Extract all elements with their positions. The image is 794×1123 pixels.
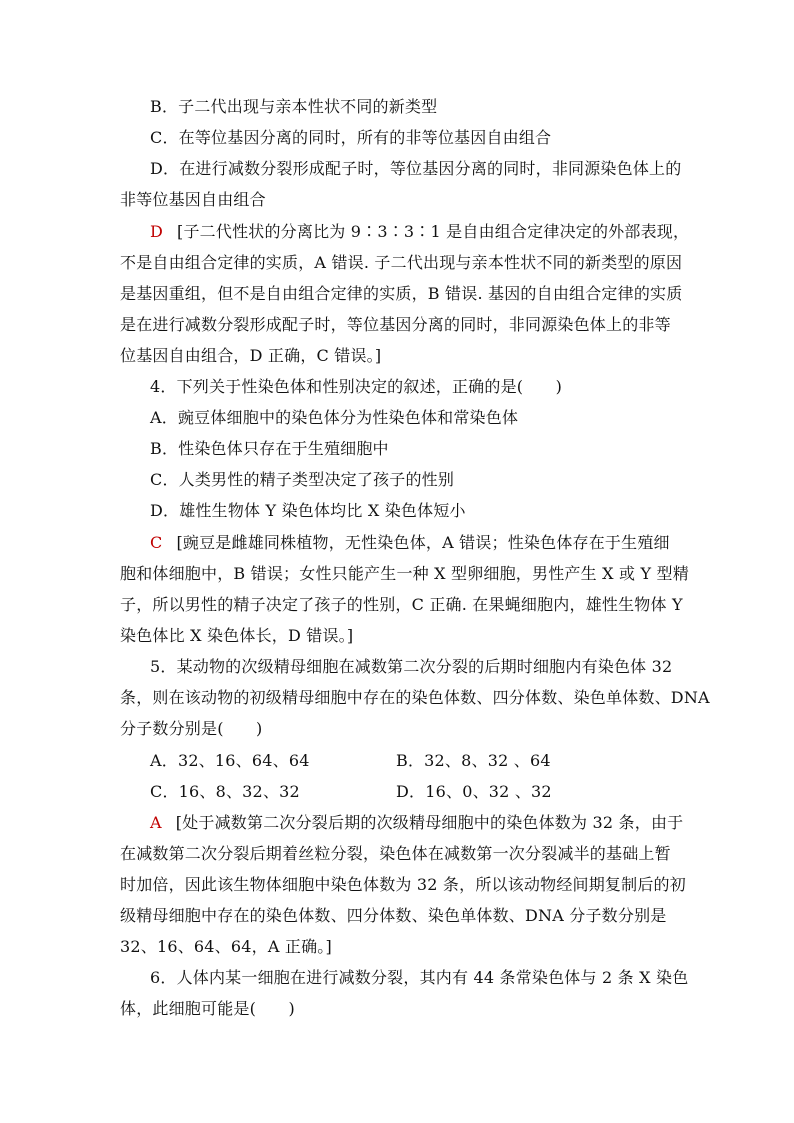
q3-answer-letter: D bbox=[150, 222, 164, 241]
q4-option-b: B．性染色体只存在于生殖细胞中 bbox=[150, 439, 389, 458]
q3-answer-line bbox=[150, 222, 710, 242]
q5-explanation-line: [处于减数第二次分裂后期的次级精母细胞中的染色体数为 32 条，由于 bbox=[175, 813, 684, 832]
q3-explanation-line: 不是自由组合定律的实质，A 错误. 子二代出现与亲本性状不同的新类型的原因 bbox=[120, 253, 683, 272]
q6-stem: 6．人体内某一细胞在进行减数分裂，其内有 44 条常染色体与 2 条 X 染色 bbox=[150, 968, 689, 987]
q4-explanation-line: 染色体比 X 染色体长，D 错误。] bbox=[120, 626, 354, 645]
q5-options-row-2 bbox=[150, 782, 710, 802]
q5-explanation-line: 时加倍，因此该生物体细胞中染色体数为 32 条，所以该动物经间期复制后的初 bbox=[120, 875, 686, 894]
q4-explanation-line: 子，所以男性的精子决定了孩子的性别，C 正确. 在果蝇细胞内，雄性生物体 Y bbox=[120, 595, 683, 614]
q4-stem: 4．下列关于性染色体和性别决定的叙述，正确的是( ) bbox=[150, 377, 563, 396]
q3-option-b: B．子二代出现与亲本性状不同的新类型 bbox=[150, 97, 438, 116]
q5-option-d: D．16、0、32 、32 bbox=[396, 782, 552, 801]
q3-option-d-cont: 非等位基因自由组合 bbox=[120, 190, 266, 209]
q3-explanation-line: [子二代性状的分离比为 9∶3∶3∶1 是自由组合定律决定的外部表现， bbox=[177, 222, 690, 241]
q5-stem: 5．某动物的次级精母细胞在减数第二次分裂的后期时细胞内有染色体 32 bbox=[150, 657, 673, 676]
q5-option-a: A．32、16、64、64 bbox=[150, 751, 310, 770]
q3-option-d: D．在进行减数分裂形成配子时，等位基因分离的同时，非同源染色体上的 bbox=[150, 159, 682, 178]
q5-option-b: B．32、8、32 、64 bbox=[396, 751, 551, 770]
q3-explanation-line: 位基因自由组合，D 正确，C 错误。] bbox=[120, 346, 382, 365]
q3-explanation-line: 是基因重组，但不是自由组合定律的实质，B 错误. 基因的自由组合定律的实质 bbox=[120, 284, 683, 303]
q5-explanation-line: 32、16、64、64，A 正确。] bbox=[120, 937, 332, 956]
q5-option-c: C．16、8、32、32 bbox=[150, 782, 300, 801]
q4-explanation-line: [豌豆是雌雄同株植物，无性染色体，A 错误；性染色体存在于生殖细 bbox=[176, 533, 670, 552]
q5-stem-cont: 分子数分别是( ) bbox=[120, 719, 263, 738]
q3-explanation-line: 是在进行减数分裂形成配子时，等位基因分离的同时，非同源染色体上的非等 bbox=[120, 315, 671, 334]
q6-stem-cont: 体，此细胞可能是( ) bbox=[120, 999, 295, 1018]
q4-answer-letter: C bbox=[150, 533, 163, 552]
q4-option-c: C．人类男性的精子类型决定了孩子的性别 bbox=[150, 470, 455, 489]
q5-explanation-line: 级精母细胞中存在的染色体数、四分体数、染色单体数、DNA 分子数分别是 bbox=[120, 906, 667, 925]
q5-answer-letter: A bbox=[150, 813, 162, 832]
q4-option-a: A．豌豆体细胞中的染色体分为性染色体和常染色体 bbox=[150, 408, 519, 427]
q5-options-row-1 bbox=[150, 751, 710, 771]
q3-option-c: C．在等位基因分离的同时，所有的非等位基因自由组合 bbox=[150, 128, 552, 147]
q5-stem-cont: 条，则在该动物的初级精母细胞中存在的染色体数、四分体数、染色单体数、DNA bbox=[120, 688, 710, 707]
q4-answer-line bbox=[150, 533, 710, 553]
q4-explanation-line: 胞和体细胞中，B 错误；女性只能产生一种 X 型卵细胞，男性产生 X 或 Y 型精 bbox=[120, 564, 689, 583]
q5-explanation-line: 在减数第二次分裂后期着丝粒分裂，染色体在减数第一次分裂减半的基础上暂 bbox=[120, 844, 671, 863]
q5-answer-line bbox=[150, 813, 710, 833]
q4-option-d: D．雄性生物体 Y 染色体均比 X 染色体短小 bbox=[150, 501, 466, 520]
